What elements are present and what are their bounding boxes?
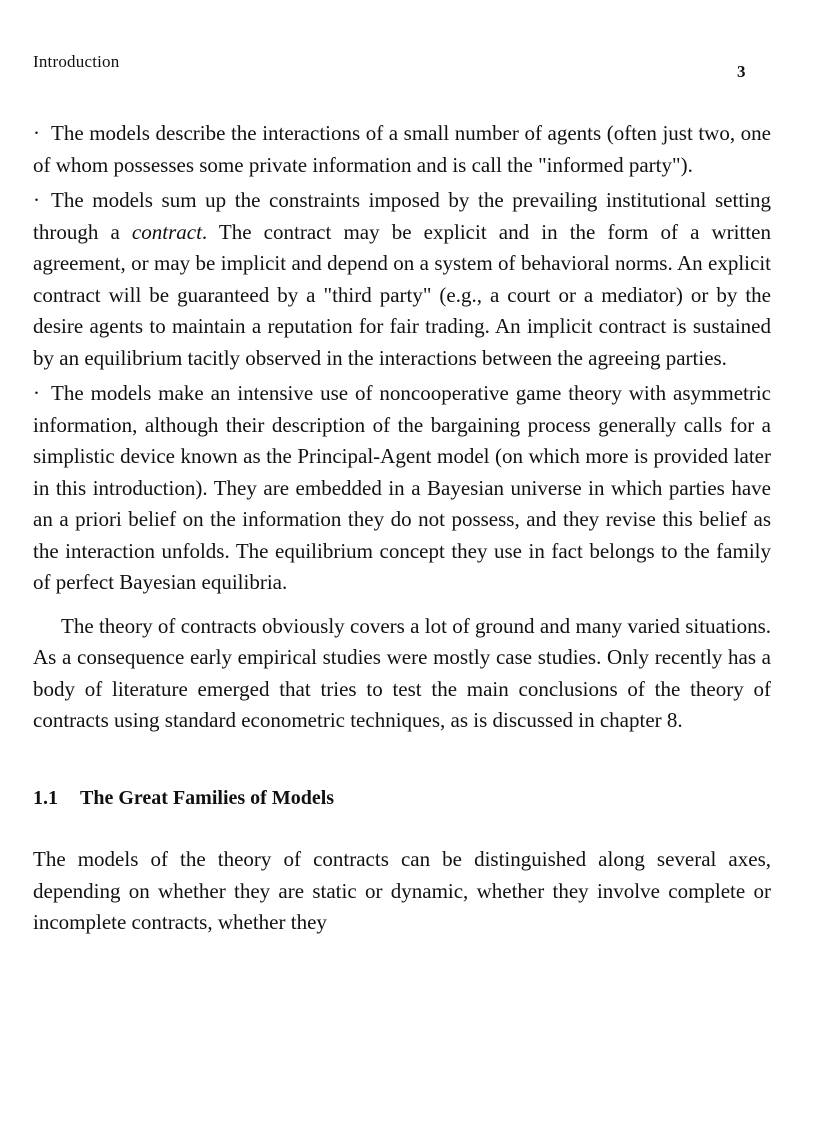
- section-title: The Great Families of Models: [80, 786, 335, 809]
- bullet-item: [33, 378, 771, 599]
- bullet-text-start: The models sum up the constraints imposed by the prevailing institutional setting through a: [33, 188, 771, 244]
- emphasized-term: contract: [131, 219, 202, 244]
- running-head: Introduction: [33, 52, 120, 71]
- bullet-text: The models make an intensive use of noncooperative game theory with asymmetric information, although their description of the bargaining process generally calls for a simplistic device known as the Principal-Agent model (on which more is provided later in this introduction). They are embedded in a Bayesian universe in which parties have an a priori belief on the information they do not possess, and they revise this belief as the interaction unfolds. The equilibrium concept they use in fact belongs to the family of perfect Bayesian equilibria.: [33, 381, 771, 594]
- bullet-icon: ·: [33, 381, 40, 405]
- bullet-item: [33, 185, 771, 374]
- page-number: 3: [737, 62, 746, 81]
- section-paragraph: The models of the theory of contracts can be distinguished along several axes, depending on whether they are static or dynamic, whether they involve complete or incomplete contracts, whether they: [33, 847, 771, 934]
- body-paragraph: The theory of contracts obviously covers a lot of ground and many varied situations. As a consequence early empirical studies were mostly case studies. Only recently has a body of literature emerged that tries to test the main conclusions of the theory of contracts using standard econometric techniques, as is discussed in chapter 8.: [33, 613, 771, 732]
- bullet-text: The models describe the interactions of a small number of agents (often just two, one of whom possesses some private information and is call the "informed party").: [33, 121, 771, 177]
- bullet-item: [33, 118, 771, 181]
- bullet-text-end: . The contract may be explicit and in the form of a written agreement, or may be implicit and depend on a system of behavioral norms. An explicit contract will be guaranteed by a "third party" (e.g., a court or a mediator) or by the desire agents to maintain a reputation for fair trading. An implicit contract is sustained by an equilibrium tacitly observed in the interactions between the agreeing parties.: [33, 219, 772, 370]
- bullet-icon: ·: [33, 121, 40, 145]
- bullet-icon: ·: [33, 188, 40, 212]
- section-heading: [33, 783, 771, 815]
- body-text: [33, 118, 771, 939]
- section-number: 1.1: [33, 786, 58, 809]
